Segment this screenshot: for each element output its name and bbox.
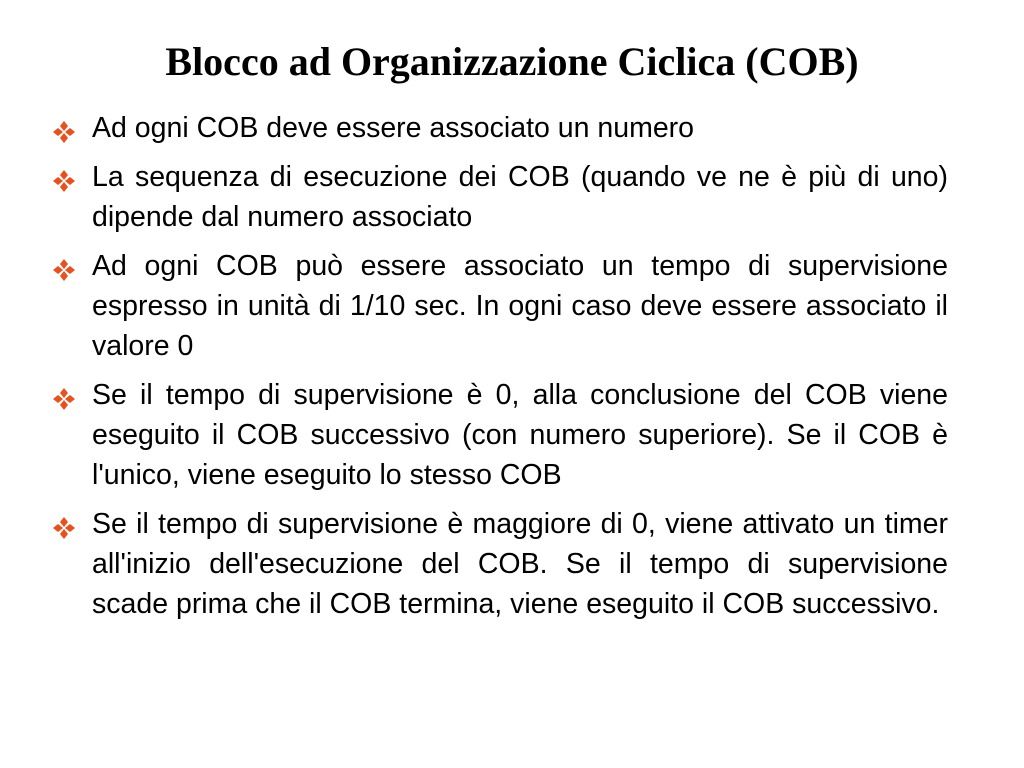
bullet-text: Se il tempo di supervisione è 0, alla conclusione del COB viene eseguito il COB successivo (con numero superiore). Se il COB è l'unico, viene eseguito lo stesso COB (92, 379, 948, 491)
bullet-list (52, 108, 948, 633)
bullet-item (52, 246, 948, 366)
slide-title: Blocco ad Organizzazione Ciclica (COB) (165, 39, 859, 84)
bullet-text: Ad ogni COB può essere associato un tempo di supervisione espresso in unità di 1/10 sec. In ogni caso deve essere associato il valore 0 (92, 250, 948, 362)
bullet-text: Ad ogni COB deve essere associato un numero (92, 112, 695, 144)
four-diamond-ornament-icon (52, 387, 76, 411)
bullet-text: La sequenza di esecuzione dei COB (quando ve ne è più di uno) dipende dal numero associato (92, 161, 948, 233)
four-diamond-ornament-icon (52, 120, 76, 144)
bullet-item (52, 157, 948, 237)
four-diamond-ornament-icon (52, 169, 76, 193)
bullet-item (52, 108, 948, 148)
four-diamond-ornament-icon (52, 258, 76, 282)
bullet-item (52, 504, 948, 624)
four-diamond-ornament-icon (52, 516, 76, 540)
bullet-text: Se il tempo di supervisione è maggiore di 0, viene attivato un timer all'inizio dell'esecuzione del COB. Se il tempo di supervisione scade prima che il COB termina, viene eseguito il COB successivo. (92, 508, 948, 620)
bullet-item (52, 375, 948, 495)
